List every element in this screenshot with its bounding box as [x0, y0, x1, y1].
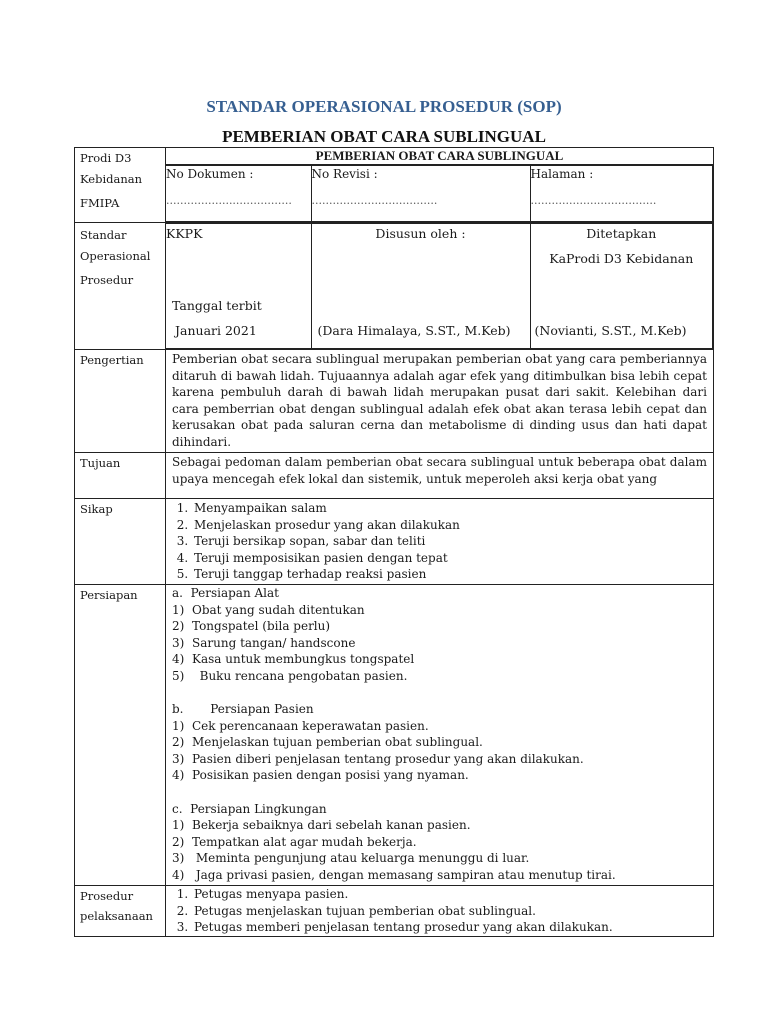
sikap-row: [75, 499, 714, 585]
item-number: 1): [172, 602, 185, 617]
approval-row: [75, 223, 714, 350]
disusun-cell: [311, 224, 530, 349]
sop-title: STANDAR OPERASIONAL PROSEDUR (SOP): [206, 97, 562, 116]
prodi-line: FMIPA: [80, 196, 120, 210]
tanggal-terbit-value: Januari 2021: [175, 323, 257, 338]
persiapan-label: Persiapan: [75, 585, 166, 886]
list-item: 3. Teruji bersikap sopan, sabar dan teliti: [192, 533, 713, 550]
prodi-cell: [75, 148, 166, 223]
prosedur-list: [166, 886, 713, 936]
item-number: 4): [172, 768, 185, 782]
list-item: Tongspatel (bila perlu): [192, 619, 331, 633]
jabatan-label: KaProdi D3 Kebidanan: [549, 250, 694, 266]
persiapan-cell: [166, 585, 714, 886]
pengertian-row: [75, 350, 714, 453]
no-dokumen-label: No Dokumen :: [166, 167, 254, 181]
no-revisi-label: No Revisi :: [311, 167, 378, 181]
tujuan-row: [75, 453, 714, 499]
list-item: Obat yang sudah ditentukan: [192, 602, 365, 617]
item-number: 1): [172, 818, 185, 832]
penetap-name: (Novianti, S.ST., M.Keb): [534, 323, 687, 338]
item-number: 5): [172, 668, 185, 683]
item-number: 4): [172, 652, 185, 666]
no-revisi-cell: [311, 166, 530, 222]
pengertian-label: Pengertian: [75, 350, 166, 453]
list-item: Sarung tangan/ handscone: [192, 635, 356, 650]
list-item: Posisikan pasien dengan posisi yang nyaman.: [192, 768, 469, 782]
sop-label: Operasional: [80, 249, 151, 263]
item-number: 3): [172, 751, 185, 766]
item-number: 2): [172, 735, 185, 749]
list-item: Pasien diberi penjelasan tentang prosedur yang akan dilakukan.: [192, 751, 584, 766]
prosedur-label: Prosedur: [80, 889, 134, 903]
list-item: 1. Petugas menyapa pasien.: [192, 886, 713, 903]
no-revisi-value: ....................................: [311, 193, 438, 207]
alat-heading: a. Persiapan Alat: [172, 586, 279, 600]
item-number: 3): [172, 635, 185, 650]
list-item: Menjelaskan tujuan pemberian obat sublingual.: [192, 735, 483, 749]
tujuan-label: Tujuan: [75, 453, 166, 499]
disusun-label: Disusun oleh :: [375, 226, 466, 241]
list-item: Jaga privasi pasien, dengan memasang sampiran atau menutup tirai.: [192, 867, 616, 882]
doc-meta-table: [166, 165, 713, 222]
list-item: Tempatkan alat agar mudah bekerja.: [192, 834, 417, 849]
item-number: 4): [172, 867, 185, 882]
list-item: Kasa untuk membungkus tongspatel: [192, 652, 415, 666]
prosedur-cell: [166, 886, 714, 937]
sop-subtitle: PEMBERIAN OBAT CARA SUBLINGUAL: [222, 127, 546, 146]
approval-table: [166, 223, 713, 349]
doc-title: PEMBERIAN OBAT CARA SUBLINGUAL: [166, 148, 713, 165]
persiapan-alat: [166, 585, 713, 883]
prosedur-label: pelaksanaan: [80, 909, 153, 923]
tujuan-text: Sebagai pedoman dalam pemberian obat secara sublingual untuk beberapa obat dalam upaya mencegah efek lokal dan sistemik, untuk meperoleh aksi kerja obat yang: [166, 453, 714, 499]
list-item: 2. Petugas menjelaskan tujuan pemberian obat sublingual.: [192, 903, 713, 920]
sop-label-cell: [75, 223, 166, 350]
halaman-cell: [530, 166, 713, 222]
item-number: 1): [172, 718, 185, 733]
no-dokumen-cell: [166, 166, 311, 222]
list-item: 2. Menjelaskan prosedur yang akan dilakukan: [192, 517, 713, 534]
persiapan-row: [75, 585, 714, 886]
sop-label: Standar: [80, 228, 127, 242]
halaman-label: Halaman :: [530, 167, 594, 181]
header-row: [75, 148, 714, 223]
sikap-cell: [166, 499, 714, 585]
penyusun-name: (Dara Himalaya, S.ST., M.Keb): [317, 323, 511, 338]
lingkungan-heading: c. Persiapan Lingkungan: [172, 801, 327, 816]
sikap-label: Sikap: [75, 499, 166, 585]
prodi-line: Kebidanan: [80, 172, 143, 186]
pengertian-text: Pemberian obat secara sublingual merupakan pemberian obat yang cara pemberiannya ditaruh di bawah lidah. Tujuaannya adalah agar efek yang ditimbulkan bisa lebih cepat karena pembuluh darah di bawah lidah merupakan pusat dari sakit. Kelebihan dari cara pemberrian obat dengan sublingual adalah efek obat akan terasa lebih cepat dan kerusakan obat pada saluran cerna dan metabolisme di dinding usus dan hati dapat dihindari.: [166, 350, 714, 453]
no-dokumen-value: ....................................: [166, 193, 292, 207]
item-number: 3): [172, 851, 185, 865]
list-item: Meminta pengunjung atau keluarga menunggu di luar.: [192, 851, 530, 865]
list-item: Bekerja sebaiknya dari sebelah kanan pasien.: [192, 818, 471, 832]
list-item: 4. Teruji memposisikan pasien dengan tepat: [192, 550, 713, 567]
item-number: 2): [172, 834, 185, 849]
sop-table: [74, 147, 714, 937]
list-item: 5. Teruji tanggap terhadap reaksi pasien: [192, 566, 713, 583]
list-item: Cek perencanaan keperawatan pasien.: [192, 718, 429, 733]
approval-cell: [166, 223, 714, 350]
tanggal-terbit-label: Tanggal terbit: [172, 298, 262, 313]
sop-label: Prosedur: [80, 273, 134, 287]
prosedur-row: [75, 886, 714, 937]
list-item: Buku rencana pengobatan pasien.: [192, 668, 408, 683]
sikap-list: [166, 500, 713, 583]
ditetapkan-label: Ditetapkan: [586, 226, 657, 241]
prodi-line: Prodi D3: [80, 151, 132, 165]
pasien-heading: b. Persiapan Pasien: [172, 702, 314, 716]
kkpk-cell: [166, 224, 311, 349]
ditetapkan-cell: [530, 224, 713, 349]
prosedur-label-cell: [75, 886, 166, 937]
list-item: 3. Petugas memberi penjelasan tentang prosedur yang akan dilakukan.: [192, 919, 713, 936]
kkpk-label: KKPK: [166, 226, 203, 241]
halaman-value: ....................................: [530, 193, 657, 207]
doc-info-cell: [166, 148, 714, 223]
item-number: 2): [172, 619, 185, 633]
list-item: 1. Menyampaikan salam: [192, 500, 713, 517]
